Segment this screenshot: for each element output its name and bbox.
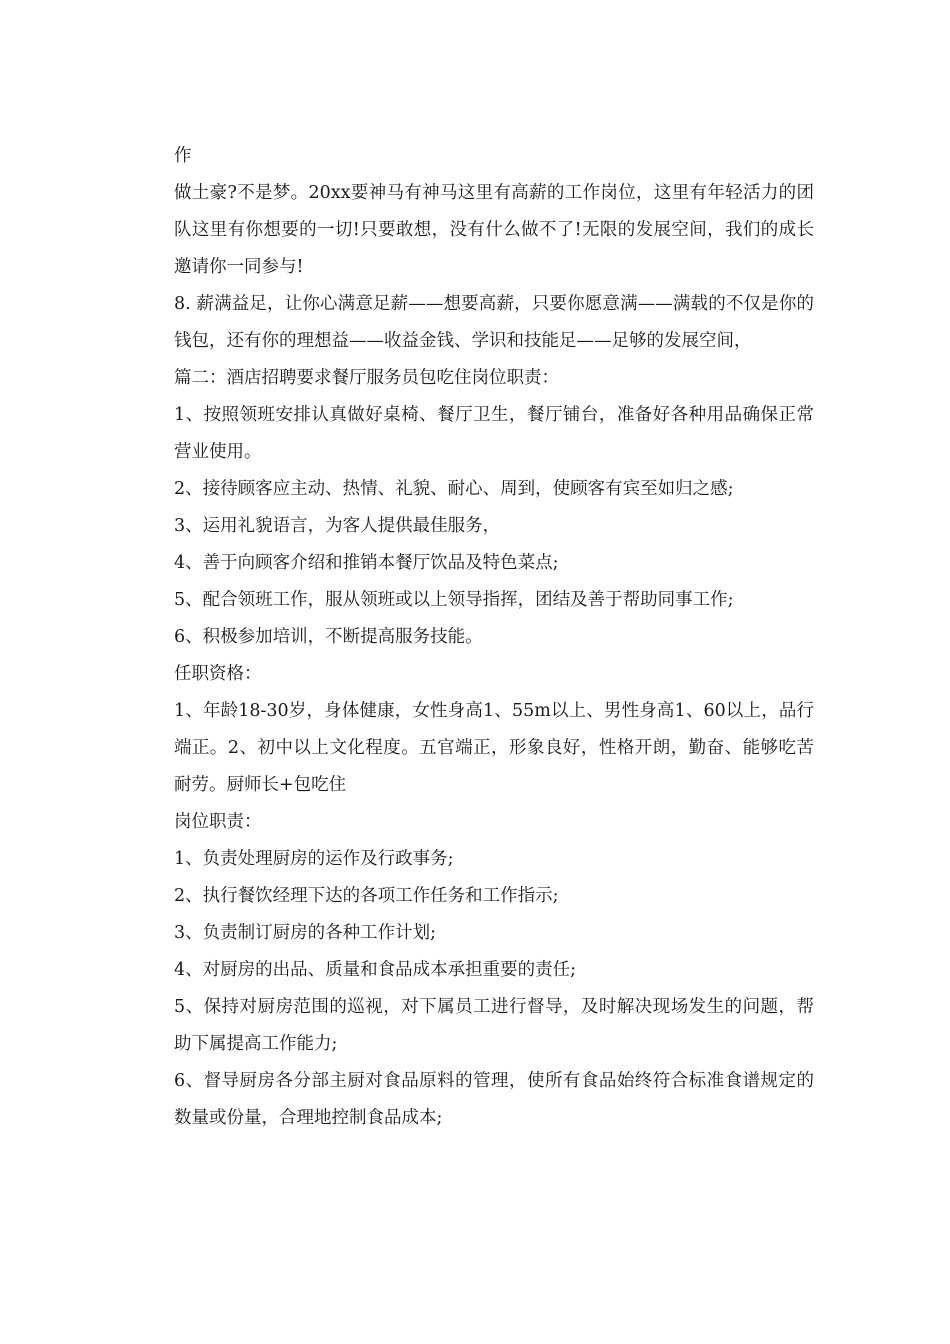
- document-body: [174, 138, 814, 1137]
- paragraph-continuation: 作: [174, 146, 192, 166]
- chef-duty-item-6: 6、督导厨房各分部主厨对食品原料的管理，使所有食品始终符合标准食谱规定的数量或份量，合理地控制食品成本;: [174, 1071, 814, 1128]
- chef-duty-item-5: 5、保持对厨房范围的巡视，对下属员工进行督导，及时解决现场发生的问题，帮助下属提高工作能力;: [174, 997, 814, 1054]
- qualification-items: 1、年龄18-30岁，身体健康，女性身高1、55m以上、男性身高1、60以上，品行端正。2、初中以上文化程度。五官端正，形象良好，性格开朗，勤奋、能够吃苦耐劳。厨师长+包吃住: [174, 701, 814, 795]
- duty-item-6: 6、积极参加培训，不断提高服务技能。: [174, 627, 483, 647]
- chef-duty-item-3: 3、负责制订厨房的各种工作计划;: [174, 923, 437, 943]
- qualification-heading: 任职资格：: [174, 664, 262, 684]
- duty-item-3: 3、运用礼貌语言，为客人提供最佳服务，: [174, 516, 501, 536]
- paragraph-slogan-8: 8. 薪满益足，让你心满意足薪——想要高薪，只要你愿意满——满载的不仅是你的钱包，还有你的理想益——收益金钱、学识和技能足——足够的发展空间，: [174, 294, 814, 351]
- paragraph-slogan-7: 做土豪?不是梦。20xx要神马有神马这里有高薪的工作岗位，这里有年轻活力的团队这里有你想要的一切!只要敢想，没有什么做不了!无限的发展空间，我们的成长邀请你一同参与!: [174, 183, 814, 277]
- duty-item-4: 4、善于向顾客介绍和推销本餐厅饮品及特色菜点;: [174, 553, 559, 573]
- chef-duty-item-4: 4、对厨房的出品、质量和食品成本承担重要的责任;: [174, 960, 577, 980]
- duty-item-5: 5、配合领班工作，服从领班或以上领导指挥，团结及善于帮助同事工作;: [174, 590, 734, 610]
- section-heading-part-two: 篇二：酒店招聘要求餐厅服务员包吃住岗位职责：: [174, 368, 559, 388]
- duty-item-2: 2、接待顾客应主动、热情、礼貌、耐心、周到，使顾客有宾至如归之感;: [174, 479, 734, 499]
- chef-duty-item-2: 2、执行餐饮经理下达的各项工作任务和工作指示;: [174, 886, 559, 906]
- duty-item-1: 1、按照领班安排认真做好桌椅、餐厅卫生，餐厅铺台，准备好各种用品确保正常营业使用。: [174, 405, 814, 462]
- chef-duty-item-1: 1、负责处理厨房的运作及行政事务;: [174, 849, 454, 869]
- chef-duty-heading: 岗位职责：: [174, 812, 262, 832]
